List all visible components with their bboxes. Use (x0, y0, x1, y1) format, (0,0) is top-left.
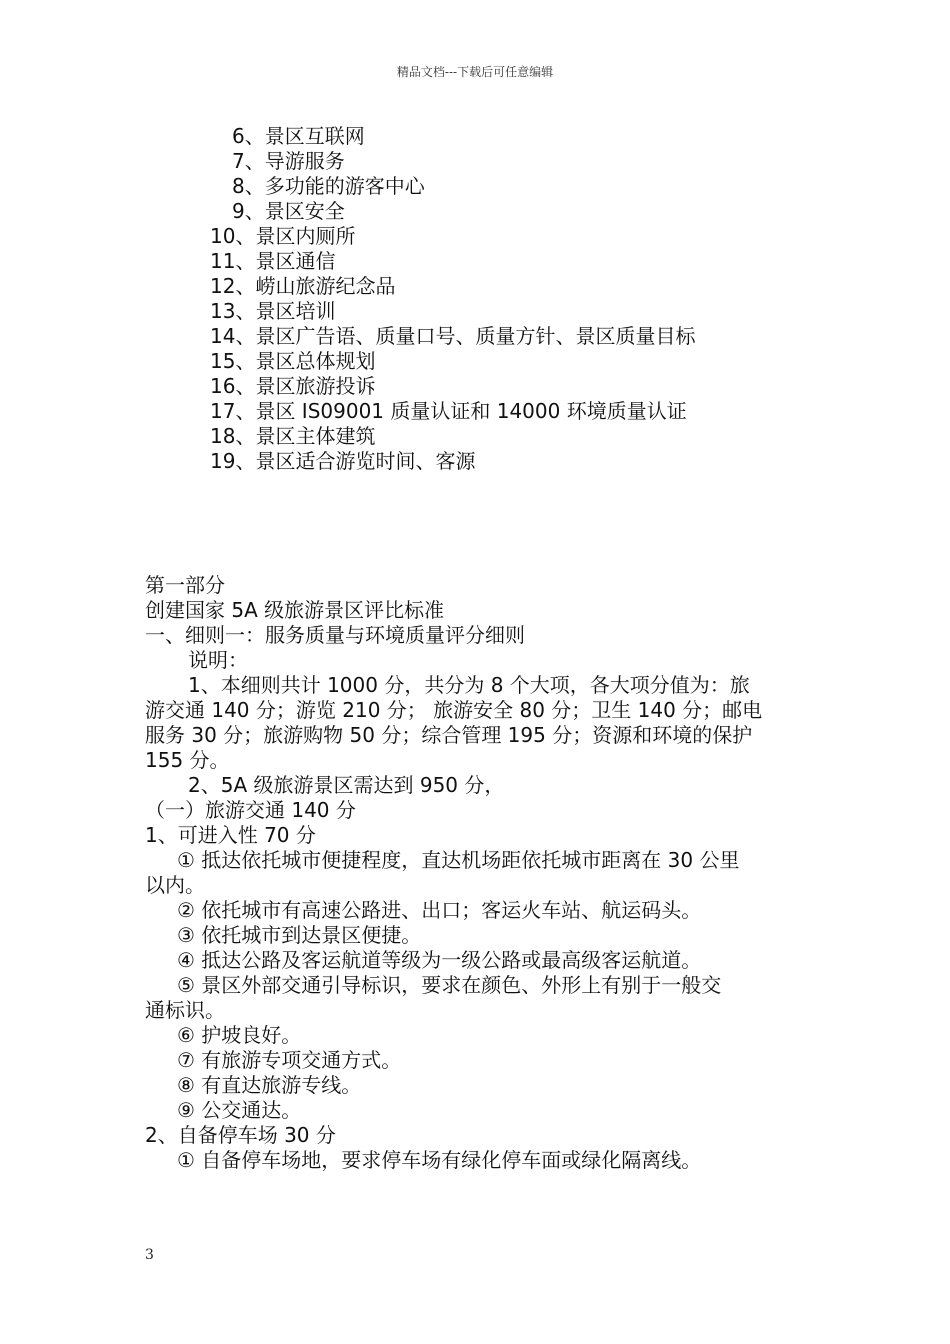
toc-item: 15、景区总体规划 (210, 349, 376, 373)
paragraph-line: 1、本细则共计 1000 分，共分为 8 个大项，各大项分值为：旅 (188, 673, 750, 697)
criterion-line: ② 依托城市有高速公路进、出口；客运火车站、航运码头。 (177, 898, 702, 922)
criterion-line: ④ 抵达公路及客运航道等级为一级公路或最高级客运航道。 (177, 948, 702, 972)
paragraph-line: 155 分。 (145, 748, 230, 772)
section-title: 创建国家 5A 级旅游景区评比标准 (145, 598, 445, 622)
paragraph-line: 服务 30 分；旅游购物 50 分；综合管理 195 分；资源和环境的保护 (145, 723, 753, 747)
toc-item: 19、景区适合游览时间、客源 (210, 449, 476, 473)
item-heading: 1、可进入性 70 分 (145, 823, 316, 847)
toc-item: 14、景区广告语、质量口号、质量方针、景区质量目标 (210, 324, 696, 348)
toc-item: 8、多功能的游客中心 (232, 174, 425, 198)
page-header: 精品文档---下载后可任意编辑 (396, 65, 554, 79)
criterion-line: ① 抵达依托城市便捷程度，直达机场距依托城市距离在 30 公里 (177, 848, 740, 872)
toc-item: 12、崂山旅游纪念品 (210, 274, 396, 298)
criterion-line: ⑤ 景区外部交通引导标识，要求在颜色、外形上有别于一般交 (177, 973, 722, 997)
toc-item: 6、景区互联网 (232, 124, 365, 148)
page-number: 3 (145, 1247, 154, 1263)
toc-item: 17、景区 IS09001 质量认证和 14000 环境质量认证 (210, 399, 687, 423)
criterion-line: ⑥ 护坡良好。 (177, 1023, 302, 1047)
paragraph-line: 2、5A 级旅游景区需达到 950 分， (188, 773, 505, 797)
toc-item: 9、景区安全 (232, 199, 345, 223)
toc-item: 16、景区旅游投诉 (210, 374, 376, 398)
toc-item: 7、导游服务 (232, 149, 345, 173)
subsection-title: 一、细则一：服务质量与环境质量评分细则 (145, 623, 525, 647)
section-heading: 第一部分 (145, 573, 225, 597)
item-heading: 2、自备停车场 30 分 (145, 1123, 336, 1147)
toc-item: 13、景区培训 (210, 299, 336, 323)
criterion-line: 以内。 (145, 873, 205, 897)
toc-item: 10、景区内厕所 (210, 224, 356, 248)
toc-item: 11、景区通信 (210, 249, 336, 273)
toc-item: 18、景区主体建筑 (210, 424, 376, 448)
criterion-line: 通标识。 (145, 998, 225, 1022)
criterion-line: ① 自备停车场地，要求停车场有绿化停车面或绿化隔离线。 (177, 1148, 702, 1172)
category-heading: （一）旅游交通 140 分 (145, 798, 356, 822)
criterion-line: ③ 依托城市到达景区便捷。 (177, 923, 422, 947)
criterion-line: ⑨ 公交通达。 (177, 1098, 302, 1122)
criterion-line: ⑦ 有旅游专项交通方式。 (177, 1048, 402, 1072)
paragraph-line: 游交通 140 分；游览 210 分； 旅游安全 80 分；卫生 140 分；邮电 (145, 698, 763, 722)
criterion-line: ⑧ 有直达旅游专线。 (177, 1073, 362, 1097)
paragraph-line: 说明： (188, 648, 248, 672)
